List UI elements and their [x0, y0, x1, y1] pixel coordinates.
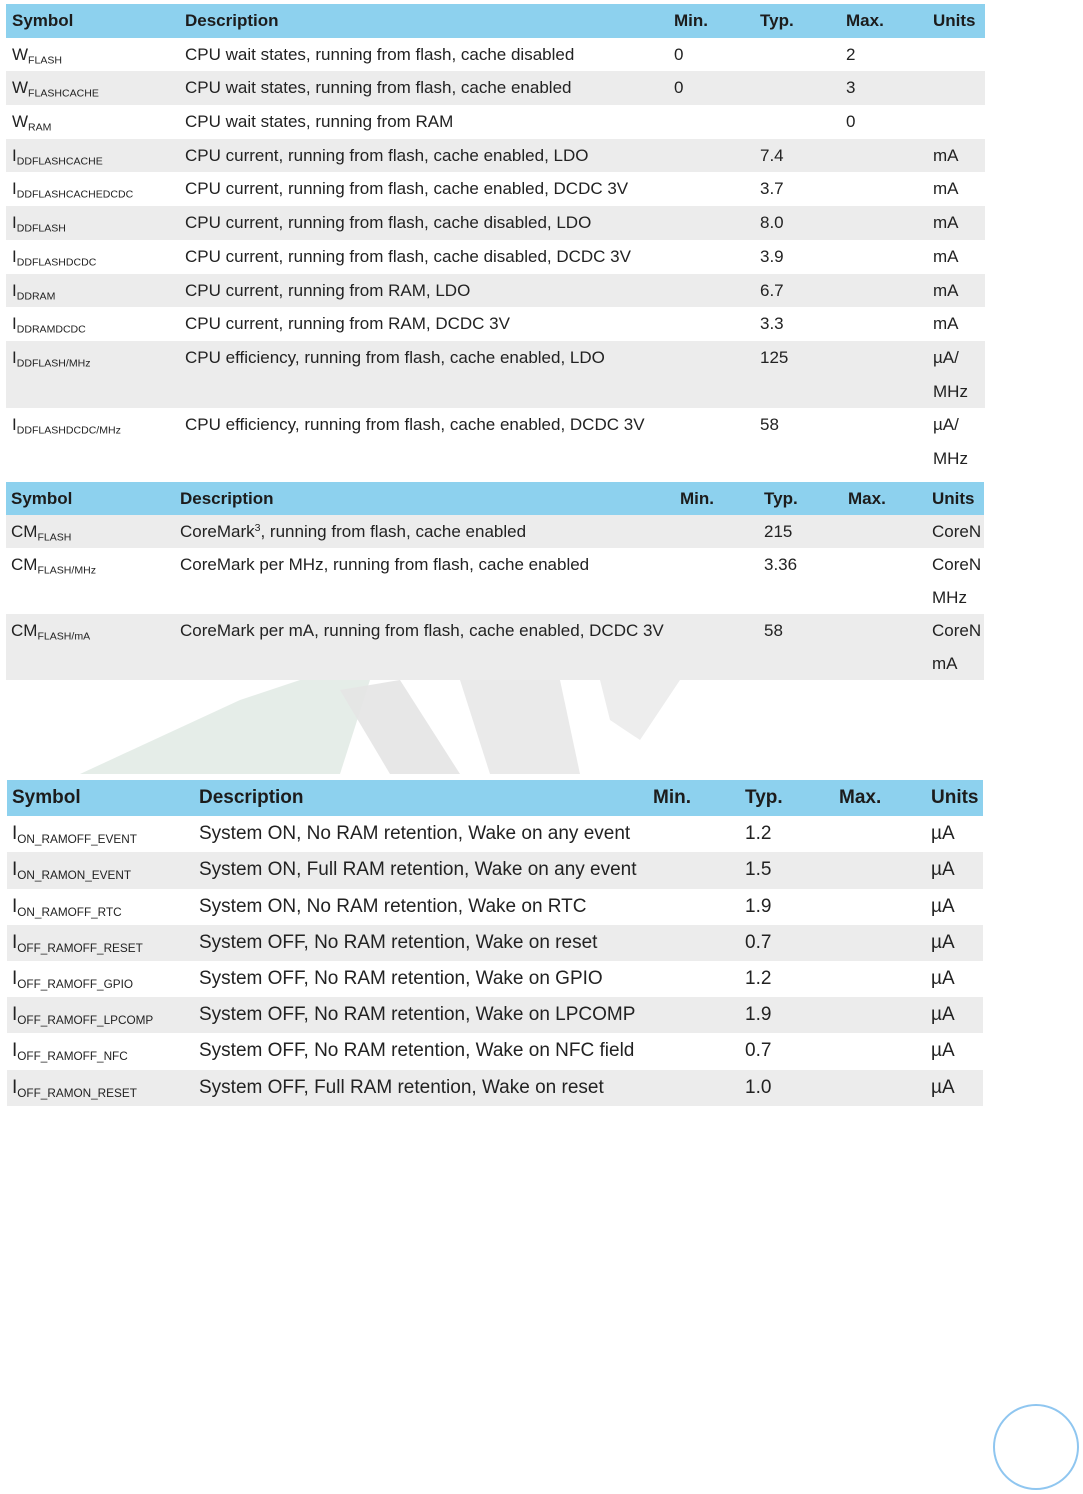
description-cell	[199, 852, 637, 888]
symbol-cell	[12, 889, 122, 925]
max-value: 0	[846, 112, 856, 132]
symbol-cell	[12, 341, 90, 375]
symbol-subscript: ON_RAMOFF_EVENT	[17, 833, 137, 847]
symbol-main: I	[12, 1040, 18, 1062]
description-cell	[185, 206, 591, 240]
description-cell	[199, 816, 630, 852]
typ-value: 6.7	[760, 280, 784, 300]
typ-value: 3.9	[760, 246, 784, 266]
units-line: µA/	[933, 415, 959, 435]
symbol-main: I	[12, 1004, 18, 1026]
description-text: CPU current, running from flash, cache enabled, DCDC 3V	[185, 179, 629, 199]
symbol-subscript: DDFLASHDCDC	[16, 256, 97, 269]
symbol-main: I	[12, 895, 18, 917]
description-cell	[180, 515, 526, 548]
description-text: CPU wait states, running from RAM	[185, 112, 454, 132]
max-value: 3	[846, 78, 856, 98]
description-text: CPU wait states, running from flash, cache disabled	[185, 44, 575, 64]
description-cell	[199, 889, 587, 925]
typ-value: 0.7	[745, 1040, 772, 1062]
symbol-subscript: DDRAMDCDC	[16, 323, 86, 336]
description-text: System ON, Full RAM retention, Wake on any event	[199, 859, 637, 881]
description-cell	[185, 274, 470, 308]
symbol-main: I	[12, 179, 17, 199]
description-text: CoreMark	[180, 522, 255, 541]
units-cell: mA	[933, 213, 959, 233]
header-description: Description	[180, 489, 274, 508]
symbol-subscript: DDFLASHDCDC/MHz	[16, 424, 121, 437]
header-symbol: Symbol	[12, 11, 74, 30]
description-text: CPU current, running from flash, cache disabled, DCDC 3V	[185, 246, 631, 266]
table-row	[6, 548, 984, 614]
symbol-subscript: ON_RAMON_EVENT	[17, 869, 132, 883]
max-value: 2	[846, 44, 856, 64]
table-row	[7, 997, 983, 1033]
symbol-main: I	[12, 246, 17, 266]
symbol-subscript: OFF_RAMOFF_NFC	[17, 1050, 128, 1064]
table-row	[6, 341, 985, 408]
symbol-cell	[12, 105, 51, 139]
symbol-main: I	[12, 314, 17, 334]
units-cell: µA	[931, 1040, 955, 1062]
symbol-cell	[12, 38, 62, 72]
symbol-cell	[12, 240, 96, 274]
symbol-main: CM	[11, 522, 38, 541]
description-cell	[180, 548, 589, 581]
units-cell: mA	[933, 314, 959, 334]
typ-value: 8.0	[760, 213, 784, 233]
symbol-cell	[12, 206, 66, 240]
symbol-subscript: FLASH	[28, 54, 62, 67]
symbol-main: I	[12, 823, 18, 845]
description-text: CPU current, running from RAM, LDO	[185, 280, 471, 300]
symbol-subscript: RAM	[28, 121, 52, 134]
description-cell	[185, 240, 631, 274]
table-row	[6, 307, 985, 341]
units-cell	[932, 548, 984, 614]
table-header-row	[6, 482, 984, 515]
typ-value: 1.9	[745, 895, 772, 917]
table-row	[7, 925, 983, 961]
table-row	[6, 614, 984, 680]
symbol-main: I	[12, 1076, 18, 1098]
units-line: CoreN	[932, 555, 982, 574]
header-typ: Typ.	[760, 11, 794, 30]
description-text: CPU current, running from flash, cache disabled, LDO	[185, 213, 592, 233]
table-header-row	[6, 4, 985, 38]
units-cell: µA	[931, 859, 955, 881]
header-max: Max.	[846, 11, 884, 30]
header-symbol: Symbol	[11, 489, 73, 508]
header-typ: Typ.	[745, 787, 783, 808]
units-cell: mA	[933, 145, 959, 165]
symbol-main: I	[12, 967, 18, 989]
typ-value: 3.36	[764, 555, 798, 574]
units-line: MHz	[933, 381, 968, 401]
description-text: CPU efficiency, running from flash, cache enabled, LDO	[185, 347, 605, 367]
symbol-main: I	[12, 280, 17, 300]
typ-value: 1.0	[745, 1076, 772, 1098]
header-units: Units	[932, 489, 975, 508]
table-row	[7, 889, 983, 925]
symbol-cell	[12, 274, 55, 308]
header-units: Units	[933, 11, 976, 30]
symbol-main: I	[12, 415, 17, 435]
description-cell	[180, 614, 664, 647]
header-max: Max.	[848, 489, 886, 508]
header-description: Description	[199, 787, 304, 808]
units-cell: mA	[933, 246, 959, 266]
symbol-main: W	[12, 44, 29, 64]
description-cell	[185, 307, 510, 341]
description-text: System OFF, No RAM retention, Wake on NFC field	[199, 1040, 635, 1062]
units-cell	[933, 408, 968, 475]
symbol-main: W	[12, 78, 29, 98]
symbol-subscript: FLASH/MHz	[37, 564, 96, 577]
table-row	[6, 71, 985, 105]
description-text: System OFF, No RAM retention, Wake on GPIO	[199, 967, 603, 989]
footnote-ref: 3	[254, 522, 261, 535]
description-text: CPU wait states, running from flash, cache enabled	[185, 78, 572, 98]
table-row	[6, 515, 984, 548]
description-cell	[185, 408, 645, 442]
header-typ: Typ.	[764, 489, 798, 508]
symbol-cell	[12, 816, 137, 852]
table-row	[6, 38, 985, 72]
symbol-subscript: DDFLASHCACHEDCDC	[16, 189, 134, 202]
typ-value: 125	[760, 347, 789, 367]
description-text: System OFF, No RAM retention, Wake on reset	[199, 931, 598, 953]
typ-value: 0.7	[745, 931, 772, 953]
symbol-subscript: DDRAM	[16, 290, 56, 303]
symbol-subscript: OFF_RAMOFF_GPIO	[17, 978, 133, 992]
page-number-circle	[993, 1404, 1079, 1490]
table-row	[6, 105, 985, 139]
table-row	[7, 816, 983, 852]
min-value: 0	[674, 44, 684, 64]
symbol-subscript: OFF_RAMOFF_LPCOMP	[17, 1014, 154, 1028]
units-cell	[933, 341, 968, 408]
description-cell	[199, 961, 603, 997]
symbol-cell	[11, 515, 71, 548]
header-max: Max.	[839, 787, 882, 808]
units-cell: µA	[931, 1004, 955, 1026]
description-text: CPU efficiency, running from flash, cache enabled, DCDC 3V	[185, 415, 645, 435]
description-text: System ON, No RAM retention, Wake on any event	[199, 823, 631, 845]
cpu-table	[6, 4, 985, 476]
symbol-cell	[12, 852, 131, 888]
units-cell: µA	[931, 823, 955, 845]
description-text: CPU current, running from flash, cache enabled, LDO	[185, 145, 589, 165]
symbol-cell	[12, 307, 86, 341]
description-text: CoreMark per MHz, running from flash, cache enabled	[180, 555, 590, 574]
description-cell	[185, 71, 571, 105]
symbol-main: I	[12, 347, 17, 367]
typ-value: 7.4	[760, 145, 784, 165]
description-text: System ON, No RAM retention, Wake on RTC	[199, 895, 587, 917]
units-line: CoreN	[932, 621, 982, 640]
symbol-cell	[12, 925, 143, 961]
description-text: System OFF, Full RAM retention, Wake on reset	[199, 1076, 604, 1098]
units-cell: µA	[931, 931, 955, 953]
description-cell	[185, 105, 453, 139]
header-description: Description	[185, 11, 279, 30]
symbol-subscript: ON_RAMOFF_RTC	[17, 905, 122, 919]
symbol-cell	[11, 614, 90, 647]
header-min: Min.	[653, 787, 691, 808]
units-line: MHz	[933, 448, 968, 468]
typ-value: 3.3	[760, 314, 784, 334]
description-text: CPU current, running from RAM, DCDC 3V	[185, 314, 510, 334]
coremark-table	[6, 482, 984, 680]
table-row	[6, 172, 985, 206]
header-symbol: Symbol	[12, 787, 81, 808]
symbol-main: CM	[11, 555, 38, 574]
table-row	[7, 961, 983, 997]
units-cell	[932, 614, 984, 680]
symbol-cell	[11, 548, 96, 581]
typ-value: 1.2	[745, 823, 772, 845]
symbol-cell	[12, 408, 121, 442]
description-cell	[199, 1033, 634, 1069]
symbol-main: W	[12, 112, 29, 132]
symbol-subscript: DDFLASH/MHz	[16, 357, 91, 370]
table-row	[6, 139, 985, 173]
header-min: Min.	[680, 489, 714, 508]
symbol-cell	[12, 71, 99, 105]
units-cell: mA	[933, 179, 959, 199]
symbol-subscript: DDFLASH	[16, 222, 66, 235]
description-cell	[185, 38, 574, 72]
description-cell	[185, 341, 605, 375]
table-row	[6, 274, 985, 308]
symbol-cell	[12, 997, 153, 1033]
header-min: Min.	[674, 11, 708, 30]
symbol-main: I	[12, 145, 17, 165]
units-line: MHz	[932, 588, 967, 607]
header-units: Units	[931, 787, 979, 808]
symbol-cell	[12, 1070, 137, 1106]
units-cell: mA	[933, 280, 959, 300]
table-header-row	[7, 780, 983, 816]
description-cell	[199, 997, 635, 1033]
sleep-current-table	[7, 780, 983, 1106]
units-line: µA/	[933, 347, 959, 367]
typ-value: 58	[760, 415, 779, 435]
watermark	[40, 680, 740, 774]
units-cell: µA	[931, 1076, 955, 1098]
typ-value: 3.7	[760, 179, 784, 199]
symbol-subscript: FLASH	[37, 531, 72, 544]
units-cell	[932, 515, 984, 548]
description-rest: , running from flash, cache enabled	[260, 522, 527, 541]
symbol-subscript: FLASH/mA	[37, 630, 91, 643]
typ-value: 1.2	[745, 967, 772, 989]
symbol-subscript: DDFLASHCACHE	[16, 155, 103, 168]
table-row	[7, 1033, 983, 1069]
symbol-cell	[12, 139, 103, 173]
table-row	[7, 1070, 983, 1106]
table-row	[6, 240, 985, 274]
description-cell	[199, 1070, 604, 1106]
symbol-cell	[12, 1033, 128, 1069]
units-line: mA	[932, 654, 958, 673]
symbol-main: I	[12, 931, 18, 953]
typ-value: 1.5	[745, 859, 772, 881]
symbol-subscript: OFF_RAMOFF_RESET	[17, 941, 143, 955]
typ-value: 58	[764, 621, 783, 640]
symbol-cell	[12, 961, 133, 997]
units-cell: µA	[931, 967, 955, 989]
units-cell: µA	[931, 895, 955, 917]
symbol-main: CM	[11, 621, 38, 640]
description-cell	[185, 139, 588, 173]
symbol-subscript: FLASHCACHE	[28, 88, 99, 101]
table-row	[6, 206, 985, 240]
symbol-main: I	[12, 859, 18, 881]
description-text: CoreMark per mA, running from flash, cache enabled, DCDC 3V	[180, 621, 664, 640]
units-line: CoreN	[932, 522, 982, 541]
typ-value: 215	[764, 522, 793, 541]
description-text: System OFF, No RAM retention, Wake on LPCOMP	[199, 1004, 636, 1026]
symbol-cell	[12, 172, 133, 206]
min-value: 0	[674, 78, 684, 98]
description-cell	[199, 925, 597, 961]
symbol-subscript: OFF_RAMON_RESET	[17, 1086, 137, 1100]
typ-value: 1.9	[745, 1004, 772, 1026]
table-row	[7, 852, 983, 888]
description-cell	[185, 172, 628, 206]
symbol-main: I	[12, 213, 17, 233]
table-row	[6, 408, 985, 475]
